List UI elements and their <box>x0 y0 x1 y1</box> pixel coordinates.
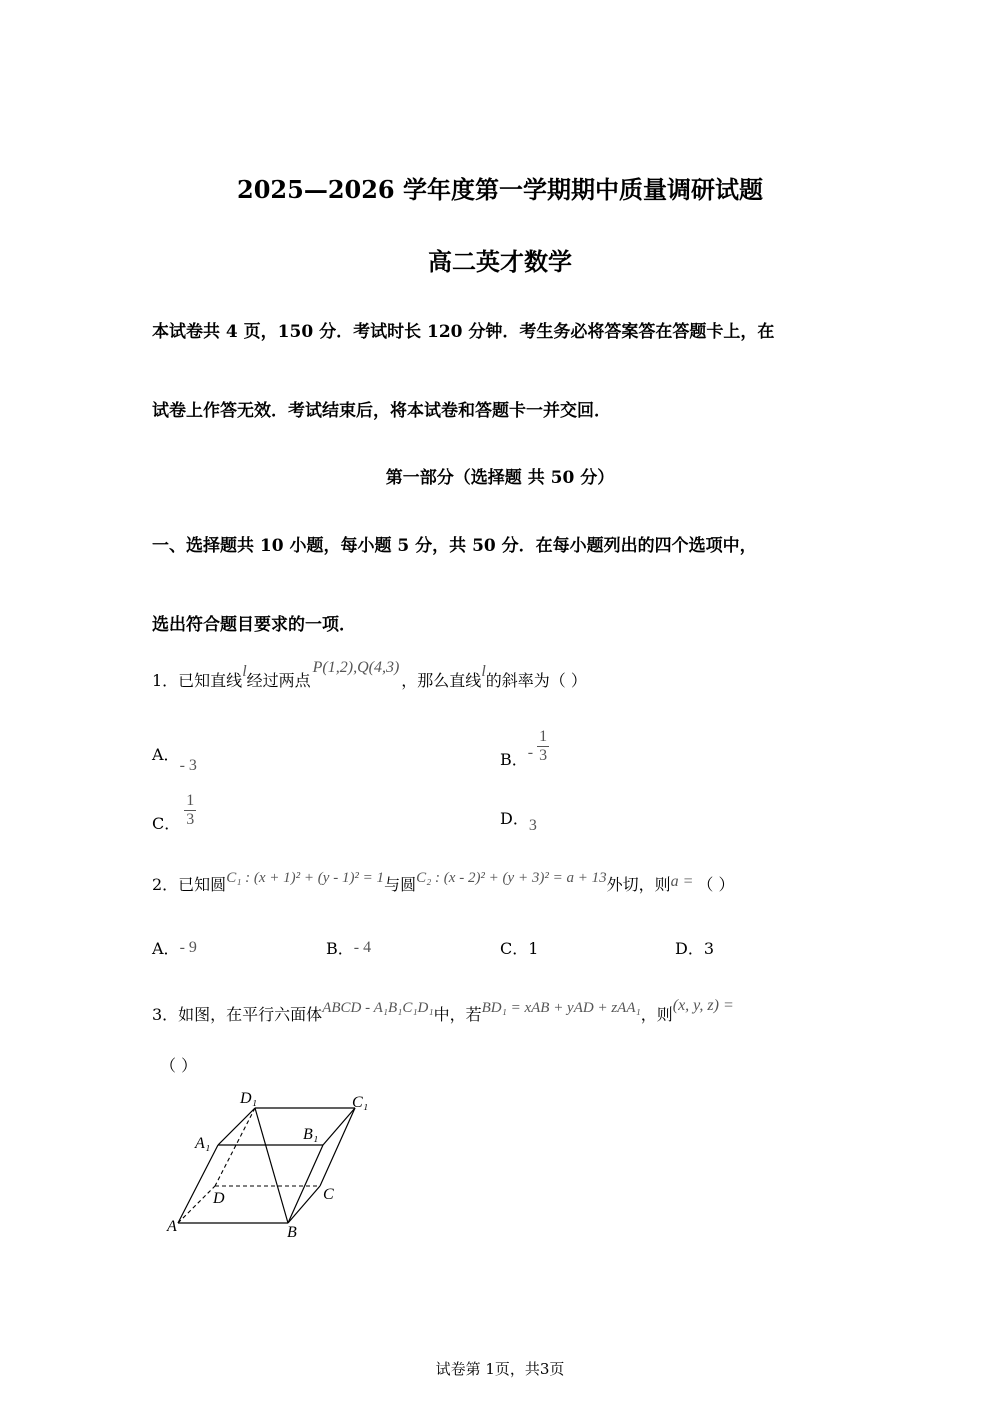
fraction-numerator: 1 <box>186 792 195 809</box>
option-label: B． <box>326 939 354 958</box>
question-2-text-d: （ ） <box>697 875 735 894</box>
question-1-text-d: 的斜率为（ ） <box>485 671 587 690</box>
fraction-denominator: 3 <box>186 811 195 828</box>
question-2-text-b: 与圆 <box>384 875 417 894</box>
option-label: A． <box>152 939 180 958</box>
question-1 <box>152 659 587 691</box>
option-value: 3 <box>703 939 715 958</box>
fraction-denominator: 3 <box>539 747 548 764</box>
option-label: C． <box>152 814 181 833</box>
question-2-text-a: 2．已知圆 <box>152 875 227 894</box>
hidden-edge-a-d <box>178 1186 215 1223</box>
question-3 <box>152 997 734 1025</box>
question-1-option-b <box>500 728 549 769</box>
question-1-line-symbol: l <box>242 663 247 680</box>
question-3-text-b: 中，若 <box>433 1005 482 1024</box>
label-c: C <box>323 1186 334 1203</box>
question-3-answer-blank: （ ） <box>160 1056 198 1075</box>
question-2-text-c: 外切，则 <box>606 875 671 894</box>
exam-title: 2025—2026 学年度第一学期期中质量调研试题 <box>237 175 763 204</box>
question-2-circle-2-formula: C₂ : (x - 2)² + (y + 3)² = a + 13 <box>416 870 607 886</box>
fraction-numerator: 1 <box>539 728 548 745</box>
section-heading-line-1: 一、选择题共 10 小题，每小题 5 分，共 50 分．在每小题列出的四个选项中， <box>152 536 757 556</box>
label-c1: C₁ <box>352 1094 369 1111</box>
option-label: B． <box>500 750 528 769</box>
question-2-variable: a = <box>670 873 694 890</box>
question-3-tuple: (x, y, z) = <box>672 997 734 1014</box>
label-b1: B₁ <box>303 1126 319 1143</box>
question-2-option-c <box>500 936 538 959</box>
option-fraction <box>184 792 196 829</box>
edge-c1-b1 <box>323 1108 355 1145</box>
edge-a1-d1 <box>218 1108 255 1145</box>
label-a: A <box>167 1218 177 1235</box>
question-2-option-b <box>326 936 371 959</box>
option-label: A． <box>152 745 180 764</box>
label-a1: A₁ <box>195 1135 211 1152</box>
question-1-text-c: ，那么直线 <box>401 671 482 690</box>
diagonal-bd1 <box>255 1108 288 1223</box>
question-1-option-d <box>500 806 537 834</box>
question-3-text-a: 3．如图，在平行六面体 <box>152 1005 323 1024</box>
label-d1: D₁ <box>240 1090 258 1107</box>
question-2 <box>152 872 734 895</box>
question-3-vector-formula: BD₁ = xAB + yAD + zAA₁ <box>481 1000 641 1016</box>
instructions-line-1: 本试卷共 4 页，150 分．考试时长 120 分钟．考生务必将答案答在答题卡上，在 <box>152 322 775 342</box>
option-label: C． <box>500 939 529 958</box>
label-b: B <box>287 1224 297 1241</box>
exam-subtitle: 高二英才数学 <box>428 247 572 276</box>
edge-a1-a <box>178 1145 218 1223</box>
option-value: - 4 <box>353 939 372 956</box>
page-footer: 试卷第 1页，共3页 <box>435 1360 565 1378</box>
question-1-points-formula: P(1,2),Q(4,3) <box>312 659 400 676</box>
question-1-option-a <box>152 742 197 774</box>
instructions-line-2: 试卷上作答无效．考试结束后，将本试卷和答题卡一并交回． <box>152 401 611 421</box>
option-value: - 3 <box>179 757 197 774</box>
question-1-text-b: 经过两点 <box>246 671 311 690</box>
question-1-option-c <box>152 792 196 833</box>
parallelepiped-figure <box>160 1085 390 1245</box>
option-label: D． <box>500 809 529 828</box>
question-2-option-a <box>152 936 197 959</box>
edge-b1-b <box>288 1145 323 1223</box>
question-2-circle-1-formula: C₁ : (x + 1)² + (y - 1)² = 1 <box>226 870 385 886</box>
question-3-text-c: ，则 <box>640 1005 673 1024</box>
question-1-line-symbol-2: l <box>481 663 486 680</box>
option-value: 1 <box>528 939 539 958</box>
label-d: D <box>213 1190 225 1207</box>
edge-c1-c <box>320 1108 355 1186</box>
edge-b-c <box>288 1186 320 1223</box>
question-1-text-a: 1．已知直线 <box>152 671 243 690</box>
hidden-edge-d1-d <box>215 1108 255 1186</box>
question-3-solid-name: ABCD - A₁B₁C₁D₁ <box>322 1000 434 1016</box>
part-title: 第一部分（选择题 共 50 分） <box>385 468 615 488</box>
option-label: D． <box>675 939 704 958</box>
option-value: - 9 <box>179 939 197 956</box>
question-2-option-d <box>675 936 714 959</box>
option-fraction <box>537 728 549 765</box>
section-heading-line-2: 选出符合题目要求的一项． <box>152 615 356 635</box>
option-sign: - <box>527 744 534 761</box>
option-value: 3 <box>528 817 537 834</box>
